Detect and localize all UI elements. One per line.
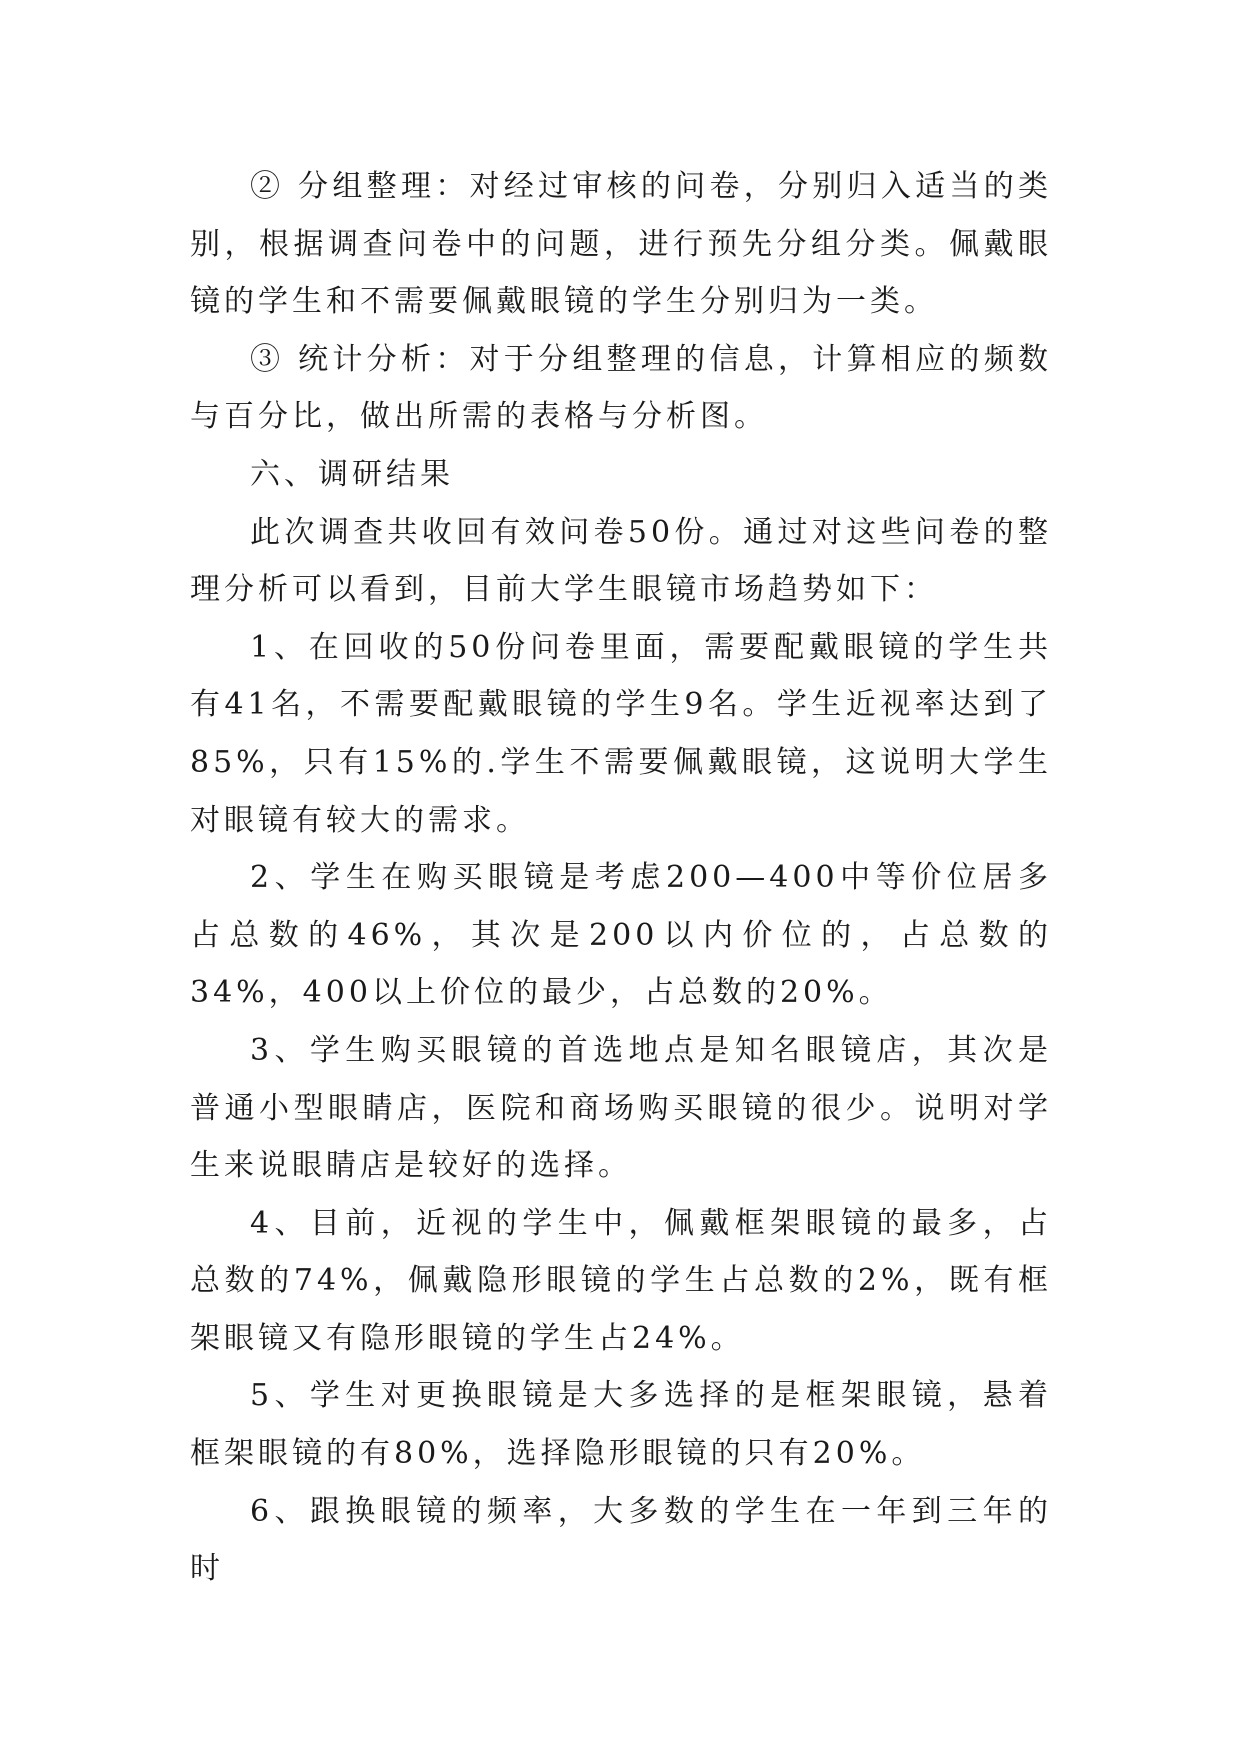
paragraph-result-3: 3、学生购买眼镜的首选地点是知名眼镜店，其次是普通小型眼睛店，医院和商场购买眼镜的很少。说明对学生来说眼睛店是较好的选择。 (190, 1032, 1052, 1184)
section-heading-results: 六、调研结果 (250, 456, 454, 492)
paragraph-intro-results: 此次调查共收回有效问卷50份。通过对这些问卷的整理分析可以看到，目前大学生眼镜市场趋势如下： (190, 514, 1052, 608)
paragraph-statistics: ③ 统计分析：对于分组整理的信息，计算相应的频数与百分比，做出所需的表格与分析图。 (190, 341, 1052, 435)
paragraph-result-1: 1、在回收的50份问卷里面，需要配戴眼镜的学生共有41名，不需要配戴眼镜的学生9名。学生近视率达到了85%，只有15%的.学生不需要佩戴眼镜，这说明大学生对眼镜有较大的需求。 (190, 629, 1052, 838)
paragraph-grouping: ② 分组整理：对经过审核的问卷，分别归入适当的类别，根据调查问卷中的问题，进行预先分组分类。佩戴眼镜的学生和不需要佩戴眼镜的学生分别归为一类。 (190, 169, 1052, 320)
paragraph-result-6: 6、跟换眼镜的频率，大多数的学生在一年到三年的时 (190, 1493, 1052, 1587)
paragraph-result-5: 5、学生对更换眼镜是大多选择的是框架眼镜，悬着框架眼镜的有80%，选择隐形眼镜的只有20%。 (190, 1378, 1052, 1472)
paragraph-result-4: 4、目前，近视的学生中，佩戴框架眼镜的最多，占总数的74%，佩戴隐形眼镜的学生占总数的2%，既有框架眼镜又有隐形眼镜的学生占24%。 (190, 1205, 1052, 1356)
document-body (190, 158, 1052, 1598)
paragraph-result-2: 2、学生在购买眼镜是考虑200—400中等价位居多占总数的46%，其次是200以内价位的，占总数的34%，400以上价位的最少，占总数的20%。 (190, 860, 1052, 1011)
